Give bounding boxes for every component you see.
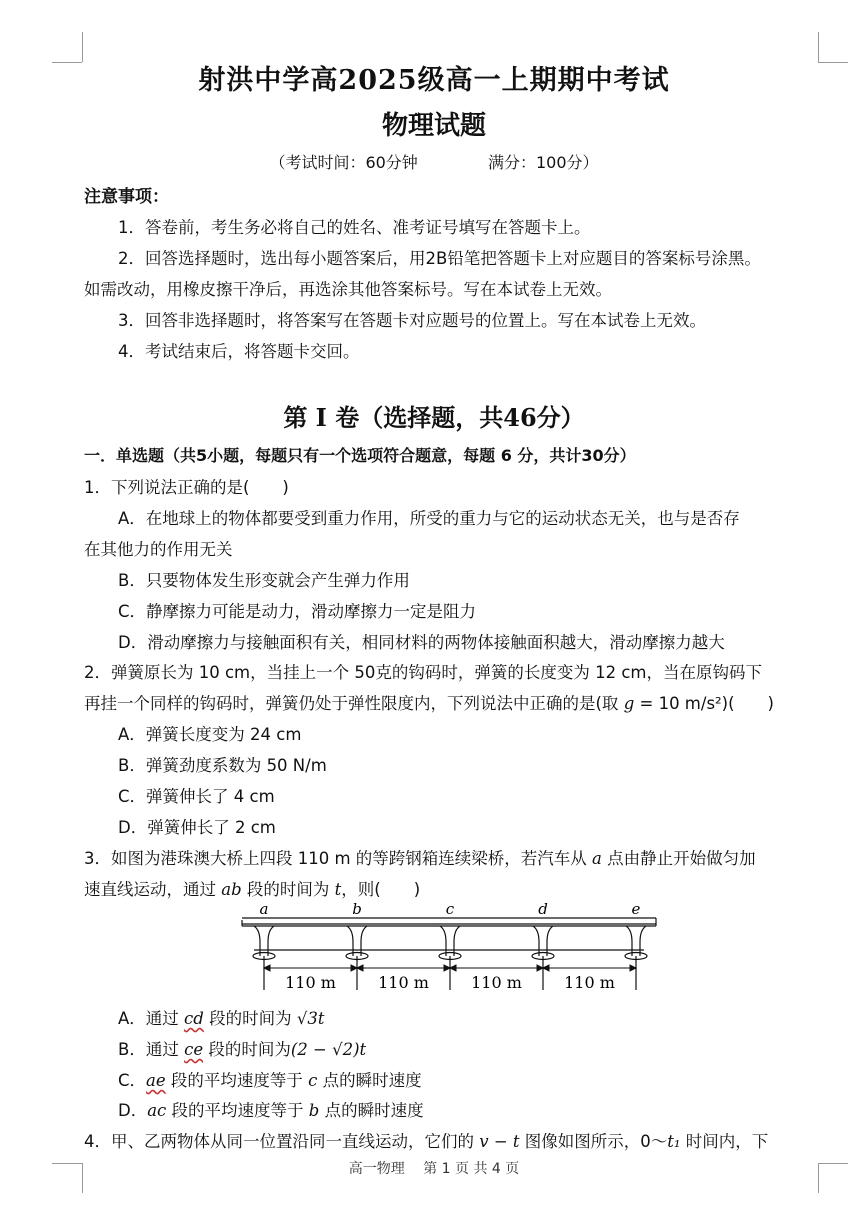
q3-time-t: t [334,880,342,899]
q3-stem-text4: ，则( ) [341,880,421,899]
q3-d-mid: 段的平均速度等于 [166,1101,309,1120]
q3-seg-ab: ab [221,880,242,899]
bridge-pier [253,926,275,990]
q3-stem-line1 [84,845,756,869]
q3-c-mid: 段的平均速度等于 [165,1071,309,1090]
q2-stem-text-end: = 10 m/s²)( ) [634,694,774,713]
q4-stem-text3: 时间内，下 [680,1132,769,1151]
q3-c-end: 点的瞬时速度 [317,1071,422,1090]
exam-score: 满分：100分） [488,153,599,172]
q3-a-mid: 段的时间为 [203,1009,297,1028]
q3-stem-text3: 段的时间为 [241,880,335,899]
bridge-pier [346,926,368,990]
bridge-figure [236,900,662,996]
bridge-pier [439,926,461,990]
q1-option-c: C．静摩擦力可能是动力，滑动摩擦力一定是阻力 [118,602,477,621]
q2-stem-line2 [84,690,774,714]
bridge-pier [532,926,554,990]
q3-a-seg: cd [184,1009,204,1028]
section-title: 第 I 卷（选择题，共46分） [283,403,585,432]
q1-option-d: D．滑动摩擦力与接触面积有关，相同材料的两物体接触面积越大，滑动摩擦力越大 [118,633,725,652]
q2-option-d: D．弹簧伸长了 2 cm [118,818,276,837]
exam-title: 射洪中学高2025级高一上期期中考试 [198,65,670,96]
q3-stem-line2 [84,876,420,900]
q3-b-value: (2 − √2)t [290,1040,367,1059]
q3-option-a [118,1005,325,1029]
bridge-point-label: b [352,900,362,918]
exam-time: （考试时间：60分钟 [269,153,418,172]
q3-d-end: 点的瞬时速度 [319,1101,424,1120]
notice-item-3: 3．回答非选择题时，将答案写在答题卡对应题号的位置上。写在本试卷上无效。 [118,311,706,330]
dimension-arrow [450,965,456,971]
span-length-label: 110 m [564,973,615,992]
span-length-label: 110 m [378,973,429,992]
q2-option-b: B．弹簧劲度系数为 50 N/m [118,756,327,775]
q4-vt: v − t [479,1132,520,1151]
q4-stem-line1 [84,1128,768,1152]
q3-d-pre: D． [118,1101,148,1120]
bridge-pier [625,926,647,990]
q3-option-b [118,1036,366,1060]
q3-stem-text2: 速直线运动，通过 [84,880,222,899]
q3-c-point: c [308,1071,318,1090]
span-length-label: 110 m [471,973,522,992]
dimension-arrow [264,965,270,971]
q3-a-value: √3t [296,1009,325,1028]
exam-meta [0,150,868,173]
notice-heading: 注意事项： [84,187,169,207]
part-heading: 一．单选题（共5小题，每题只有一个选项符合题意，每题 6 分，共计30分） [84,446,636,465]
q2-g-symbol: g [623,694,635,713]
q4-stem-text: 4．甲、乙两物体从同一位置沿同一直线运动，它们的 [84,1132,480,1151]
q3-point-a: a [592,849,602,868]
q4-t1: t₁ [667,1132,681,1151]
q3-c-pre: C． [118,1071,147,1090]
bridge-point-label: c [445,900,455,918]
exam-subject: 物理试题 [381,111,486,141]
q3-option-c [118,1067,422,1091]
q3-b-seg: ce [184,1040,204,1059]
q3-stem-text-end: 点由静止开始做匀加 [601,849,756,868]
q1-option-a: A．在地球上的物体都要受到重力作用，所受的重力与它的运动状态无关，也与是否存 [118,509,740,528]
q3-stem-text: 3．如图为港珠澳大桥上四段 110 m 的等跨钢箱连续梁桥，若汽车从 [84,849,593,868]
q2-stem-line1: 2．弹簧原长为 10 cm，当挂上一个 50克的钩码时，弹簧的长度变为 12 cm，当在原钩码下 [84,663,762,682]
bridge-point-label: a [259,900,269,918]
q3-b-pre: B．通过 [118,1040,185,1059]
dimension-arrow [543,965,549,971]
q3-d-seg: ac [147,1101,167,1120]
dimension-arrow [357,965,363,971]
page-footer: 高一物理 第 1 页 共 4 页 [348,1161,520,1177]
bridge-point-label: e [631,900,641,918]
q1-stem: 1．下列说法正确的是( ) [84,478,289,497]
notice-item-2-cont: 如需改动，用橡皮擦干净后，再选涂其他答案标号。写在本试卷上无效。 [84,280,612,299]
q3-a-pre: A．通过 [118,1009,185,1028]
span-length-label: 110 m [285,973,336,992]
q3-b-mid: 段的时间为 [203,1040,291,1059]
notice-item-2: 2．回答选择题时，选出每小题答案后，用2B铅笔把答题卡上对应题目的答案标号涂黑。 [118,249,761,268]
q1-option-b: B．只要物体发生形变就会产生弹力作用 [118,571,410,590]
q2-stem-text: 再挂一个同样的钩码时，弹簧仍处于弹性限度内，下列说法中正确的是(取 [84,694,624,713]
q3-c-seg: ae [146,1071,166,1090]
q2-option-c: C．弹簧伸长了 4 cm [118,787,275,806]
notice-item-4: 4．考试结束后，将答题卡交回。 [118,342,360,361]
dimension-arrow [630,965,636,971]
q4-stem-text2: 图像如图所示，0～ [519,1132,668,1151]
q3-option-d [118,1097,424,1121]
bridge-point-label: d [538,900,548,918]
q2-option-a: A．弹簧长度变为 24 cm [118,725,302,744]
notice-item-1: 1．答卷前，考生务必将自己的姓名、准考证号填写在答题卡上。 [118,218,591,237]
q1-option-a-cont: 在其他力的作用无关 [84,540,233,559]
q3-d-point: b [308,1101,320,1120]
